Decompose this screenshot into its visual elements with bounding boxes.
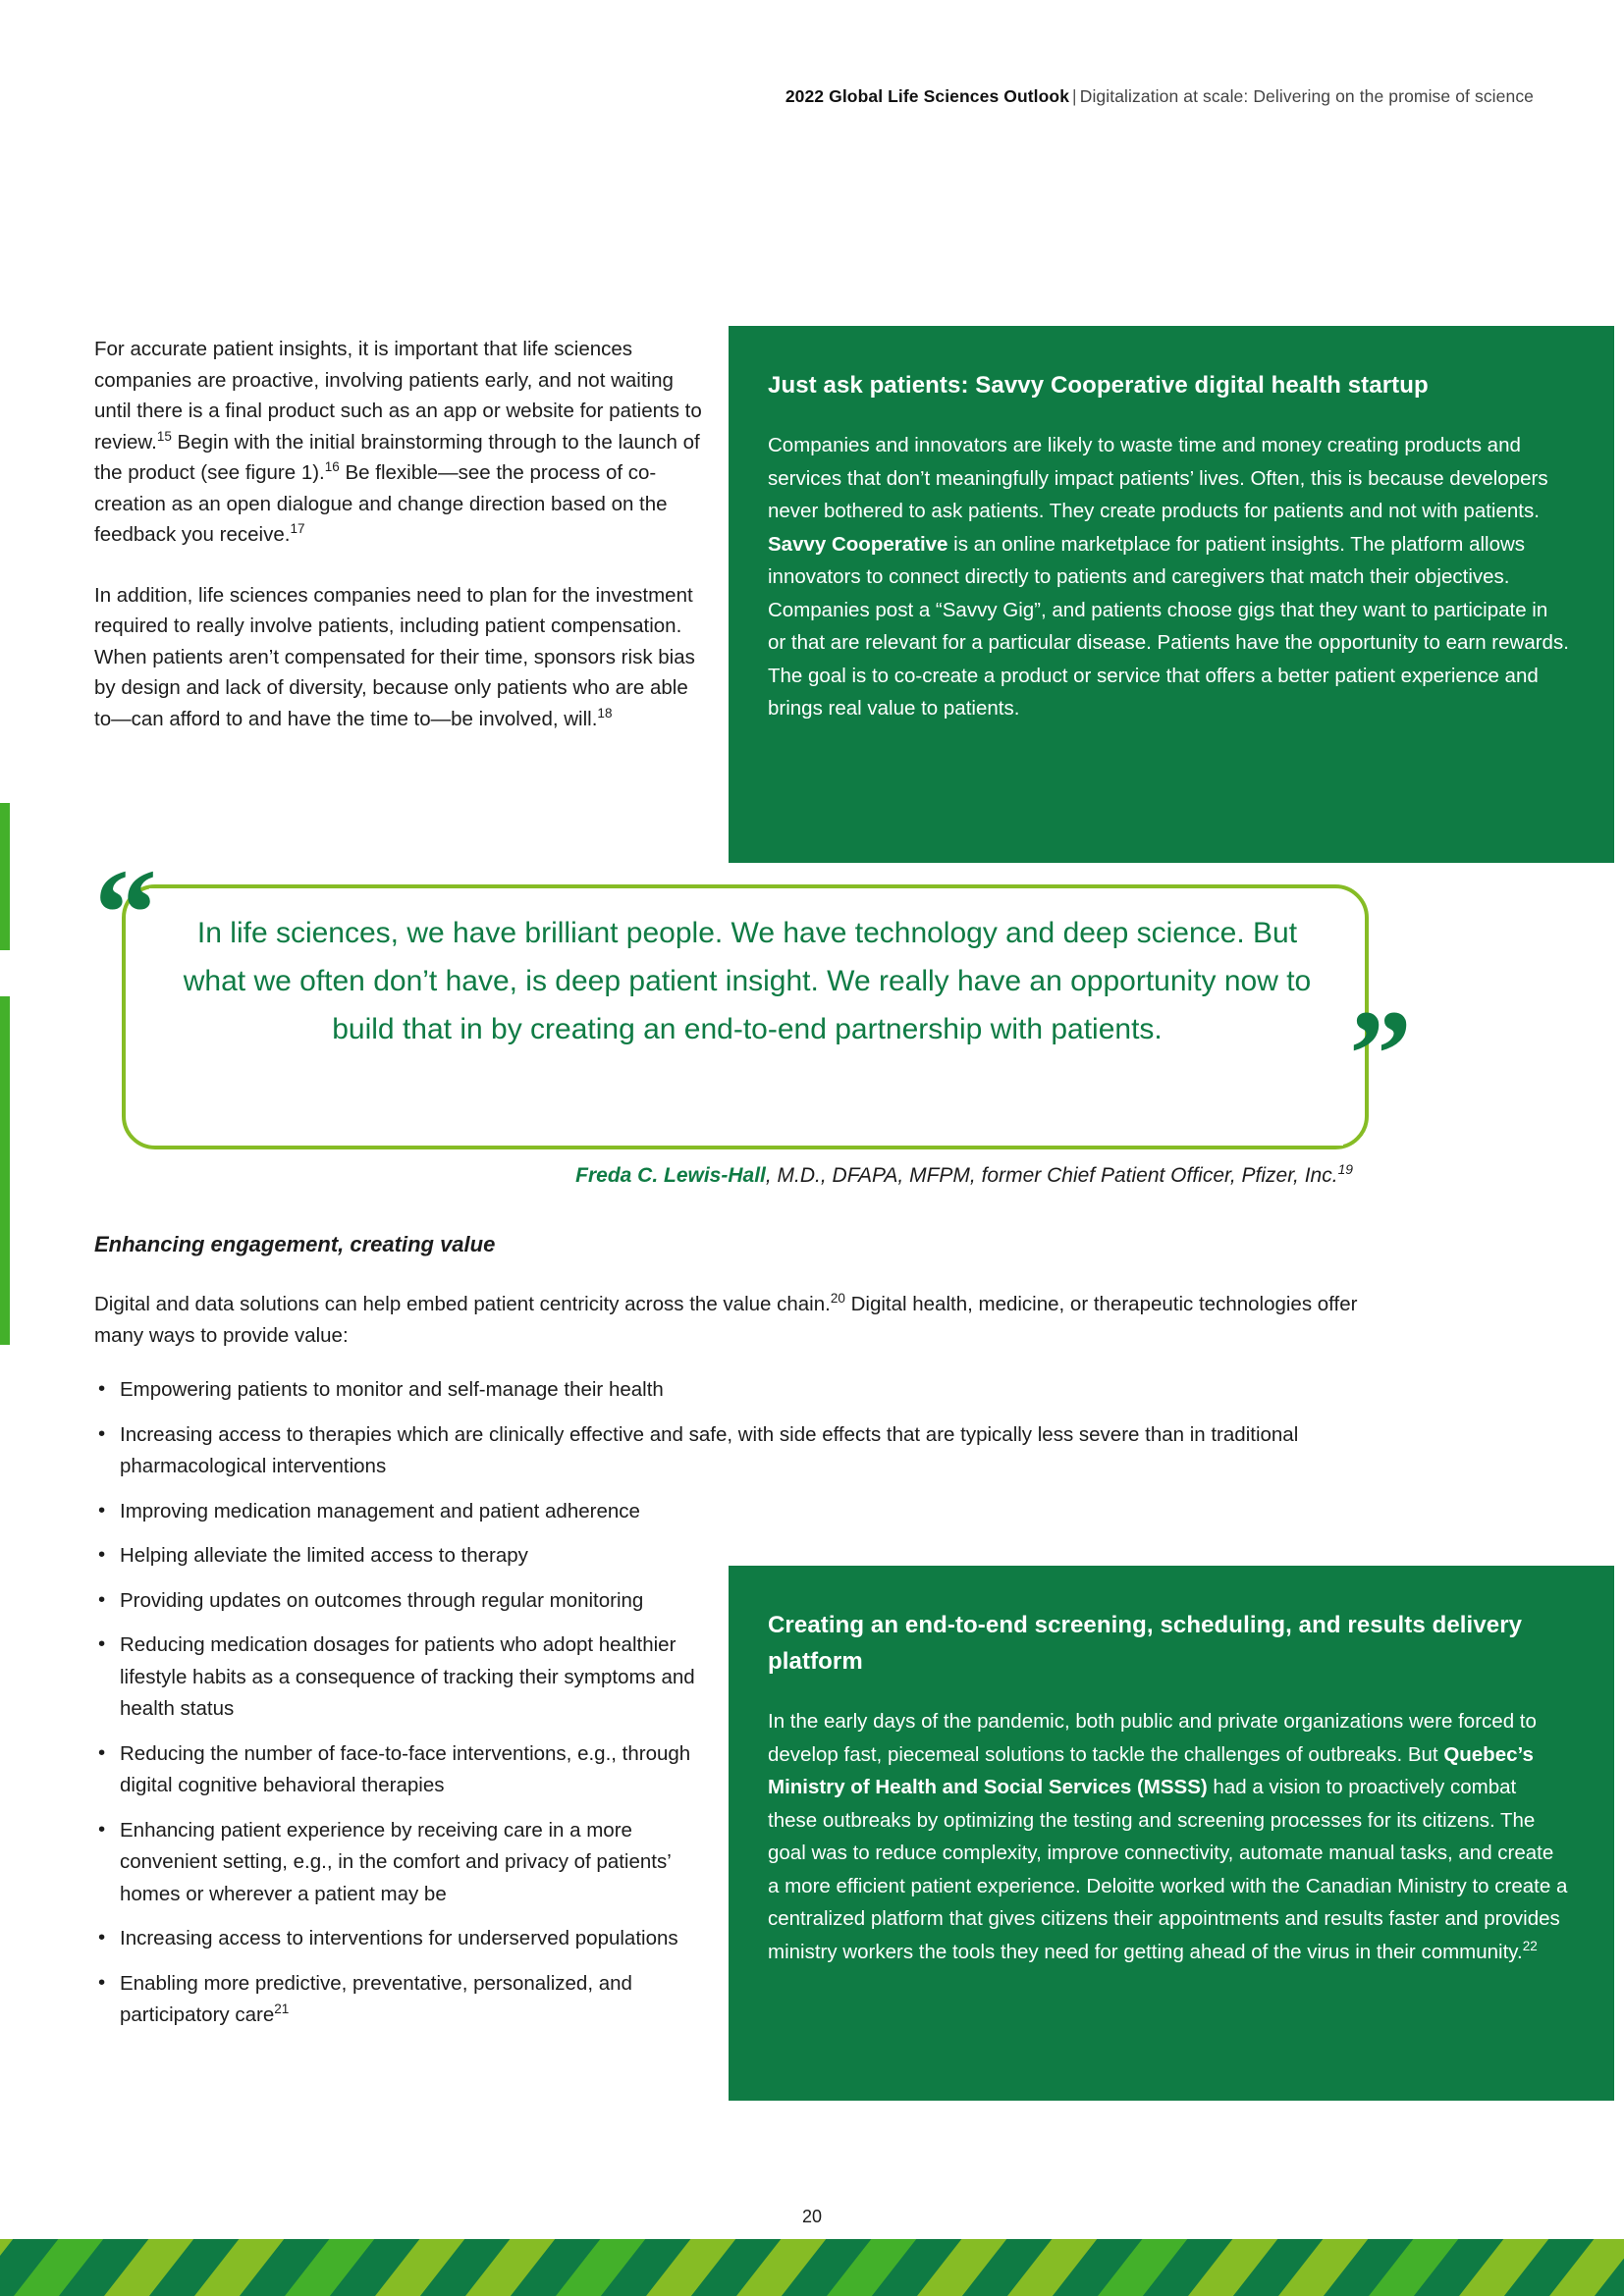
left-edge-accent-bar-bottom [0, 996, 10, 1345]
list-item-label: Improving medication management and patient adherence [120, 1499, 640, 1522]
footnote-ref-17: 17 [290, 521, 305, 537]
list-item [94, 1968, 729, 2032]
pull-quote-block [94, 843, 1408, 1176]
para2-part-a: In addition, life sciences companies need to plan for the investment required to really involve patients, including patient compensation. When patients aren’t compensated for their time, sponsors risk bias by design and lack of diversity, because only patients who are able to—can afford to and have the time to—be involved, will. [94, 583, 695, 730]
list-item [94, 1738, 729, 1802]
header-title: 2022 Global Life Sciences Outlook [785, 86, 1070, 106]
footnote-ref-15: 15 [156, 428, 172, 444]
list-item [94, 1419, 1400, 1483]
section-intro-paragraph [94, 1289, 1380, 1352]
callout-2-body [768, 1705, 1569, 1968]
list-item-label: Providing updates on outcomes through regular monitoring [120, 1588, 644, 1612]
paragraph-accurate-patient-insights [94, 334, 708, 551]
left-edge-accent-bar-top [0, 803, 10, 950]
intro-part-b: Digital health, medicine, or therapeutic technologies offer many ways to provide value: [94, 1293, 1358, 1347]
frame-gap-top-left [149, 888, 240, 910]
callout-savvy-cooperative [729, 326, 1614, 863]
quote-open-mark-icon: “ [94, 843, 153, 983]
list-item-label: Helping alleviate the limited access to therapy [120, 1544, 528, 1567]
callout-1-body [768, 429, 1569, 725]
frame-gap-bottom-right [1249, 1124, 1343, 1146]
page-header [785, 86, 1534, 107]
list-item-label: Enhancing patient experience by receiving care in a more convenient setting, e.g., in the comfort and privacy of patients’ homes or wherever a patient may be [120, 1818, 672, 1905]
list-item-label: Enabling more predictive, preventative, personalized, and participatory care [120, 1971, 632, 2026]
callout-1-body-bold: Savvy Cooperative [768, 532, 948, 556]
section-subheading: Enhancing engagement, creating value [94, 1232, 496, 1256]
quote-close-mark-icon: ” [1349, 985, 1408, 1124]
list-item-label: Empowering patients to monitor and self-manage their health [120, 1378, 664, 1401]
paragraph-investment-required [94, 580, 708, 735]
list-item [94, 1496, 1400, 1528]
list-item-label: Increasing access to therapies which are clinically effective and safe, with side effects that are typically less severe than in traditional pharmacological interventions [120, 1422, 1299, 1477]
list-item-label: Reducing the number of face-to-face interventions, e.g., through digital cognitive behavioral therapies [120, 1741, 691, 1796]
quote-attribution-role: , M.D., DFAPA, MFPM, former Chief Patient Officer, Pfizer, Inc. [765, 1164, 1338, 1187]
callout-2-body-b: had a vision to proactively combat these outbreaks by optimizing the testing and screening processes for its citizens. The goal was to reduce complexity, improve connectivity, automate manual tasks, and create a more efficient patient experience. Deloitte worked with the Canadian Ministry to create a centralized platform that gives citizens their appointments and results faster and provides ministry workers the tools they need for getting ahead of the virus in their community. [768, 1776, 1568, 1963]
quote-attribution-name: Freda C. Lewis-Hall [575, 1164, 766, 1187]
list-item [94, 1923, 729, 1955]
footnote-ref-18: 18 [597, 705, 613, 721]
callout-2-body-bold: Quebec’s Ministry of Health and Social Services (MSSS) [768, 1742, 1534, 1798]
pull-quote-attribution [94, 1161, 1353, 1188]
footnote-ref-22: 22 [1522, 1938, 1538, 1953]
callout-2-heading: Creating an end-to-end screening, scheduling, and results delivery platform [768, 1612, 1523, 1675]
list-item-label: Reducing medication dosages for patients who adopt healthier lifestyle habits as a consequence of tracking their symptoms and health status [120, 1633, 695, 1720]
para1-part-b: Begin with the initial brainstorming through to the launch of the product (see figure 1). [94, 430, 700, 484]
intro-part-a: Digital and data solutions can help embed patient centricity across the value chain. [94, 1293, 831, 1315]
pull-quote-text: In life sciences, we have brilliant people. We have technology and deep science. But what we often don’t have, is deep patient insight. We really have an opportunity now to build that in by creating an end-to-end partnership with patients. [183, 917, 1312, 1045]
callout-1-heading: Just ask patients: Savvy Cooperative digital health startup [768, 372, 1429, 399]
callout-2-body-a: In the early days of the pandemic, both public and private organizations were forced to develop fast, piecemeal solutions to tackle the challenges of outbreaks. But [768, 1710, 1537, 1766]
footnote-ref-20: 20 [830, 1291, 845, 1307]
bottom-decorative-stripes [0, 2239, 1624, 2296]
callout-msss-platform [729, 1566, 1614, 2101]
list-item [94, 1585, 729, 1618]
header-separator: | [1072, 86, 1077, 106]
header-subtitle: Digitalization at scale: Delivering on the promise of science [1079, 86, 1534, 106]
list-item-label: Increasing access to interventions for underserved populations [120, 1927, 678, 1949]
list-item [94, 1374, 1400, 1407]
para1-part-a: For accurate patient insights, it is important that life sciences companies are proactive, involving patients early, and not waiting until there is a final product such as an app or website for patients to review. [94, 338, 702, 454]
callout-1-body-b: is an online marketplace for patient insights. The platform allows innovators to connect directly to patients and caregivers that match their objectives. Companies post a “Savvy Gig”, and patients choose gigs that they want to participate in or that are relevant for a particular disease. Patients have the opportunity to earn rewards. The goal is to co-create a product or service that offers a better patient experience and brings real value to patients. [768, 532, 1569, 720]
page-number: 20 [801, 2207, 823, 2226]
list-item [94, 1629, 729, 1726]
para1-part-c: Be flexible—see the process of co-creation as an open dialogue and change direction based on the feedback you receive. [94, 461, 668, 546]
body-column-left [94, 334, 708, 764]
list-item [94, 1815, 729, 1911]
footnote-ref-16: 16 [324, 459, 340, 475]
footnote-ref-21: 21 [274, 2002, 290, 2017]
footnote-ref-19: 19 [1337, 1161, 1353, 1177]
callout-1-body-a: Companies and innovators are likely to waste time and money creating products and services that don’t meaningfully impact patients’ lives. Often, this is because developers never bothered to ask patients. They create products for patients and not with patients. [768, 434, 1548, 522]
